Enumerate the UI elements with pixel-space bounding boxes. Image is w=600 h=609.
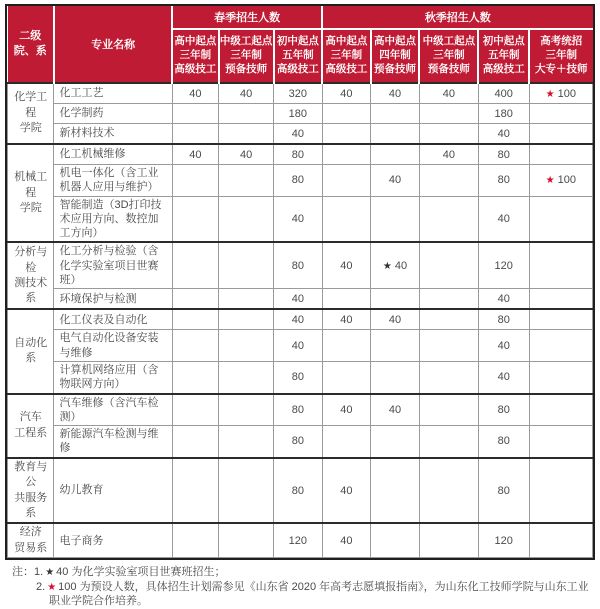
header-autumn-enrollment: 秋季招生人数 (322, 6, 592, 29)
header-college-line: 二级 (19, 30, 42, 43)
department-cell (8, 242, 54, 309)
value-cell (322, 165, 371, 197)
value-cell: ★ 100 (529, 165, 592, 197)
value-cell: 80 (478, 394, 529, 426)
value-cell (371, 144, 420, 165)
department-line: 教育与公 (14, 460, 48, 489)
table-row (8, 196, 593, 242)
sub-header-line: 三年制 (433, 49, 465, 62)
major-name-cell: 汽车维修（含汽车检测） (54, 394, 172, 426)
value-cell (172, 458, 218, 524)
value-cell (172, 330, 218, 362)
value-cell (529, 124, 592, 145)
value-cell (419, 361, 478, 393)
sub-header-line: 预备技师 (427, 62, 470, 75)
value-cell: 120 (478, 242, 529, 288)
major-name-cell: 机电一体化（含工业机器人应用与维护） (54, 165, 172, 197)
value-cell (371, 523, 420, 557)
value-cell: 180 (478, 104, 529, 124)
star-icon: ★ (382, 260, 392, 272)
department-line: 贸易系 (14, 541, 48, 554)
value-cell: 40 (478, 196, 529, 242)
value-cell: 120 (274, 523, 323, 557)
value-cell (371, 361, 420, 393)
value-cell (419, 426, 478, 458)
header-spring-enrollment: 春季招生人数 (172, 6, 322, 29)
table-row (8, 523, 593, 557)
value-cell (371, 196, 420, 242)
value-cell: 80 (274, 394, 323, 426)
sub-header-cell-autumn (371, 29, 420, 83)
value-cell (322, 426, 371, 458)
value-cell (529, 458, 592, 524)
table-row (8, 83, 593, 104)
sub-header-line: 高中起点 (174, 35, 217, 48)
value-cell: 40 (322, 458, 371, 524)
value-cell: 80 (274, 165, 323, 197)
value-cell (219, 124, 274, 145)
value-cell: 40 (419, 144, 478, 165)
value-cell: 40 (478, 361, 529, 393)
table-row (8, 309, 593, 330)
header-college-line: 院、系 (13, 45, 47, 57)
star-icon: ★ (47, 581, 57, 593)
sub-header-line: 高考统招 (540, 35, 583, 48)
table-row (8, 426, 593, 458)
value-cell (322, 330, 371, 362)
enrollment-table-grid (7, 6, 593, 558)
value-cell (419, 104, 478, 124)
value-cell (419, 394, 478, 426)
sub-header-cell-autumn (478, 29, 529, 83)
value-cell: 40 (322, 309, 371, 330)
table-row (8, 104, 593, 124)
value-cell: 80 (274, 361, 323, 393)
department-line: 汽车 (19, 411, 42, 424)
value-cell: ★ 40 (371, 242, 420, 288)
value-cell (529, 144, 592, 165)
value-cell: 40 (371, 83, 420, 104)
value-cell (371, 124, 420, 145)
star-icon: ★ (545, 88, 555, 100)
sub-header-line: 四年制 (379, 49, 411, 62)
value-cell: 80 (274, 426, 323, 458)
major-name-cell: 计算机网络应用（含物联网方向） (54, 361, 172, 393)
sub-header-line: 三年制 (230, 49, 262, 62)
value-cell (172, 361, 218, 393)
star-icon: ★ (545, 175, 555, 187)
sub-header-line: 预备技师 (225, 62, 268, 75)
footnotes (5, 560, 597, 609)
value-cell (219, 104, 274, 124)
value-cell (219, 289, 274, 310)
value-cell (219, 330, 274, 362)
sub-header-line: 高级技工 (276, 62, 319, 75)
department-line: 经济 (19, 526, 42, 539)
sub-header-line: 五年制 (282, 49, 314, 62)
department-line: 化学工程 (14, 91, 48, 119)
department-line: 测技术系 (14, 276, 48, 305)
table-row (8, 165, 593, 197)
value-cell (172, 289, 218, 310)
table-row (8, 330, 593, 362)
value-cell: 40 (274, 196, 323, 242)
value-cell: 80 (478, 144, 529, 165)
sub-header-line: 三年制 (330, 49, 363, 62)
value-cell (219, 523, 274, 557)
sub-header-line: 高级技工 (482, 62, 525, 75)
major-name-cell: 化工分析与检验（含化学实验室项目世赛班） (54, 242, 172, 288)
value-cell: 80 (274, 144, 323, 165)
value-cell: ★ 100 (529, 83, 592, 104)
value-cell (322, 289, 371, 310)
sub-header-line: 中级工起点 (219, 35, 273, 48)
major-name-cell: 新能源汽车检测与维修 (54, 426, 172, 458)
table-row (8, 124, 593, 145)
sub-header-cell-spring (219, 29, 274, 83)
sub-header-line: 大专＋技师 (535, 62, 588, 75)
value-cell: 40 (371, 394, 420, 426)
value-cell: 40 (322, 242, 371, 288)
value-cell: 40 (274, 289, 323, 310)
value-cell: 40 (478, 289, 529, 310)
value-cell: 40 (219, 83, 274, 104)
table-row (8, 458, 593, 524)
value-cell: 320 (274, 83, 323, 104)
department-cell (8, 309, 54, 393)
value-cell (371, 458, 420, 524)
value-cell (371, 289, 420, 310)
sub-header-line: 初中起点 (482, 35, 525, 48)
major-name-cell: 化学制药 (54, 104, 172, 124)
department-line: 自动化系 (14, 337, 48, 365)
department-cell (8, 458, 54, 524)
value-cell (322, 124, 371, 145)
sub-header-line: 高级技工 (174, 62, 217, 75)
value-cell: 80 (478, 426, 529, 458)
department-line: 共服务系 (14, 491, 48, 519)
value-cell (529, 330, 592, 362)
sub-header-line: 初中起点 (276, 35, 319, 48)
value-cell: 80 (478, 458, 529, 524)
value-cell: 40 (371, 165, 420, 197)
value-cell: 80 (274, 242, 323, 288)
sub-header-line: 高级技工 (325, 62, 368, 75)
table-row (8, 144, 593, 165)
sub-header-line: 高中起点 (325, 35, 368, 48)
value-cell (219, 458, 274, 524)
major-name-cell: 环境保护与检测 (54, 289, 172, 310)
value-cell (529, 242, 592, 288)
value-cell: 80 (478, 309, 529, 330)
value-cell: 40 (172, 144, 218, 165)
value-cell (322, 104, 371, 124)
value-cell (172, 124, 218, 145)
value-cell: 40 (478, 124, 529, 145)
value-cell (219, 242, 274, 288)
value-cell (529, 394, 592, 426)
value-cell (371, 104, 420, 124)
value-cell: 400 (478, 83, 529, 104)
department-line: 机械工程 (14, 171, 48, 199)
value-cell (529, 289, 592, 310)
department-line: 学院 (19, 122, 42, 135)
major-name-cell: 幼儿教育 (54, 458, 172, 524)
value-cell (172, 242, 218, 288)
value-cell (219, 196, 274, 242)
department-line: 分析与检 (14, 246, 48, 274)
value-cell (219, 165, 274, 197)
major-name-cell: 化工机械维修 (54, 144, 172, 165)
value-cell (172, 394, 218, 426)
sub-header-cell-spring (172, 29, 218, 83)
department-line: 工程系 (14, 426, 48, 439)
sub-header-line: 高中起点 (373, 35, 416, 48)
value-cell (172, 196, 218, 242)
value-cell: 40 (419, 83, 478, 104)
major-name-cell: 电气自动化设备安装与维修 (54, 330, 172, 362)
value-cell: 40 (274, 330, 323, 362)
value-cell: 180 (274, 104, 323, 124)
value-cell (172, 309, 218, 330)
value-cell: 40 (172, 83, 218, 104)
enrollment-table (5, 4, 595, 560)
value-cell (172, 104, 218, 124)
sub-header-line: 三年制 (545, 49, 578, 62)
header-college-department (8, 6, 54, 83)
footnote-item: 注：1. ★ 40 为化学实验室项目世赛班招生； (12, 566, 226, 579)
sub-header-line: 预备技师 (373, 62, 416, 75)
value-cell (529, 309, 592, 330)
value-cell: 80 (274, 458, 323, 524)
value-cell: 80 (478, 165, 529, 197)
department-cell (8, 523, 54, 557)
value-cell (219, 394, 274, 426)
value-cell: 120 (478, 523, 529, 557)
value-cell (172, 426, 218, 458)
table-row (8, 394, 593, 426)
value-cell (371, 426, 420, 458)
table-body (8, 83, 593, 558)
value-cell (419, 124, 478, 145)
header-major-name: 专业名称 (54, 6, 172, 83)
value-cell: 40 (322, 394, 371, 426)
department-cell (8, 83, 54, 144)
star-icon: ★ (45, 567, 55, 579)
value-cell: 40 (371, 309, 420, 330)
value-cell (219, 426, 274, 458)
value-cell (219, 361, 274, 393)
value-cell (322, 144, 371, 165)
table-row (8, 242, 593, 288)
sub-header-cell-autumn (322, 29, 371, 83)
value-cell: 40 (219, 144, 274, 165)
value-cell (529, 104, 592, 124)
value-cell (529, 361, 592, 393)
value-cell (419, 523, 478, 557)
table-row (8, 289, 593, 310)
value-cell (419, 458, 478, 524)
major-name-cell: 电子商务 (54, 523, 172, 557)
major-name-cell: 化工工艺 (54, 83, 172, 104)
department-cell (8, 394, 54, 458)
value-cell (172, 165, 218, 197)
major-name-cell: 新材料技术 (54, 124, 172, 145)
value-cell (529, 523, 592, 557)
value-cell (322, 361, 371, 393)
footnote-item: 2. ★ 100 为预设人数，具体招生计划需参见《山东省 2020 年高考志愿填报指南》，为山东化工技师学院与山东工业职业学院合作培养。 (36, 580, 589, 608)
department-line: 学院 (19, 201, 42, 214)
sub-header-cell-autumn (529, 29, 592, 83)
major-name-cell: 智能制造（3D打印技术应用方向、数控加工方向） (54, 196, 172, 242)
value-cell: 40 (322, 523, 371, 557)
sub-header-line: 中级工起点 (422, 35, 476, 48)
sub-header-cell-autumn (419, 29, 478, 83)
footnote-prefix: 注： (12, 566, 34, 579)
value-cell: 40 (274, 124, 323, 145)
sub-header-cell-spring (274, 29, 323, 83)
major-name-cell: 化工仪表及自动化 (54, 309, 172, 330)
value-cell: 40 (322, 83, 371, 104)
value-cell: 40 (274, 309, 323, 330)
table-row (8, 361, 593, 393)
value-cell (419, 289, 478, 310)
value-cell (371, 330, 420, 362)
value-cell: 40 (478, 330, 529, 362)
value-cell (419, 196, 478, 242)
value-cell (419, 330, 478, 362)
value-cell (219, 309, 274, 330)
value-cell (172, 523, 218, 557)
table-header (8, 6, 593, 83)
department-cell (8, 144, 54, 242)
value-cell (322, 196, 371, 242)
value-cell (529, 426, 592, 458)
sub-header-line: 五年制 (487, 49, 520, 62)
value-cell (419, 242, 478, 288)
value-cell (529, 196, 592, 242)
value-cell (419, 165, 478, 197)
value-cell (419, 309, 478, 330)
sub-header-line: 三年制 (179, 49, 212, 62)
